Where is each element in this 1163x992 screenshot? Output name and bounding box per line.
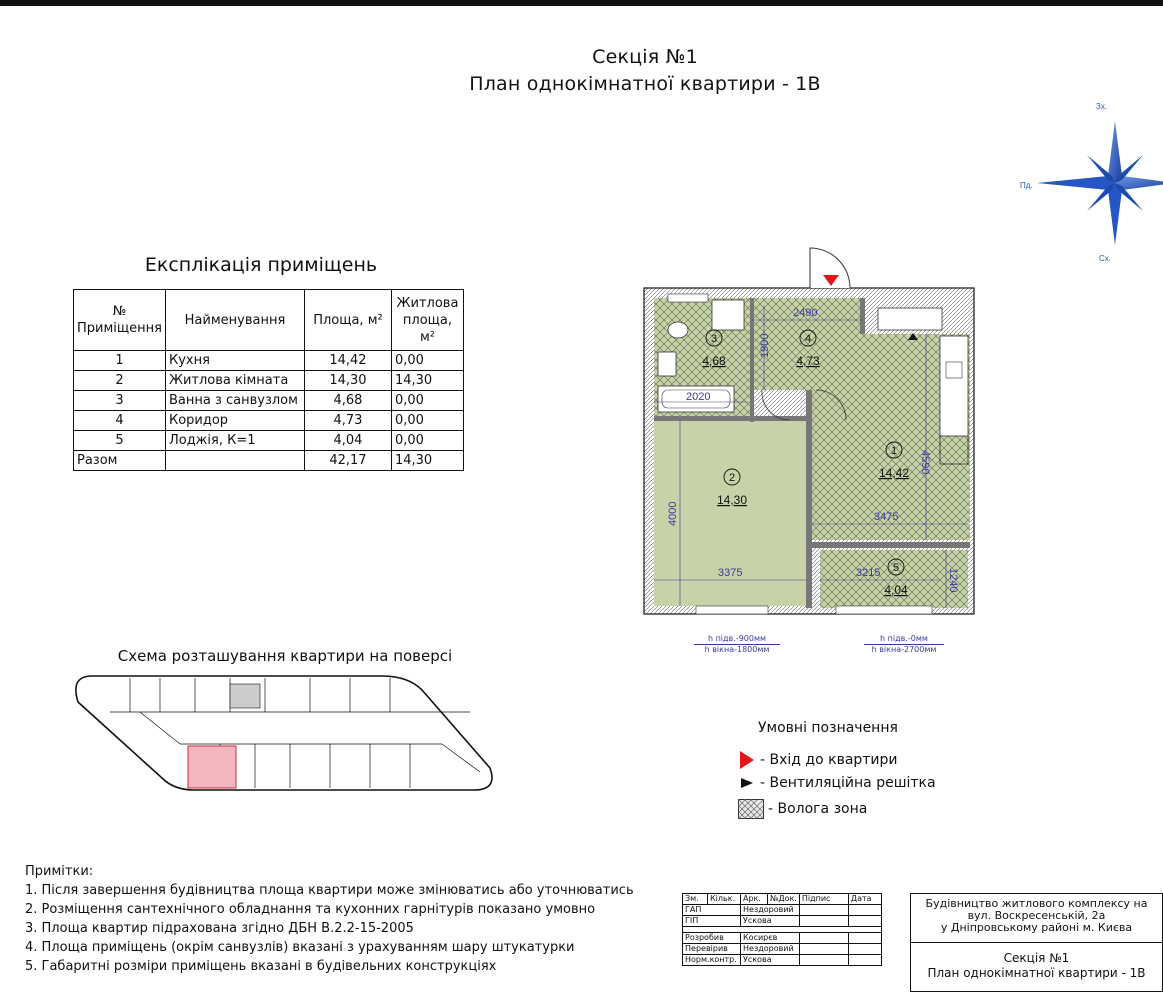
header-living: Житлова площа, м² — [391, 290, 463, 351]
wall — [860, 298, 865, 334]
right-window-height: h вікна-2700мм — [871, 645, 937, 654]
stamp-header: Кільк. — [708, 894, 741, 905]
stamp-person: Косирєв — [741, 933, 800, 944]
cell-name: Кухня — [165, 351, 304, 371]
left-window-height: h вікна-1800мм — [704, 645, 770, 654]
sheet-line: План однокімнатної квартири - 1В — [927, 966, 1146, 980]
cell-living: 14,30 — [391, 371, 463, 391]
floor-outline — [76, 676, 492, 790]
stamp-person: Ускова — [741, 955, 800, 966]
notes-title: Примітки: — [25, 864, 94, 879]
note-item: 4. Площа приміщень (окрім санвузлів) вказані з урахуванням шару штукатурки — [25, 940, 575, 955]
cell-living: 0,00 — [391, 411, 463, 431]
header-area: Площа, м² — [304, 290, 391, 351]
window — [668, 294, 708, 302]
room-3-area: 4,68 — [702, 354, 726, 368]
stamp-role: Норм.контр. — [683, 955, 741, 966]
header-num: № Приміщення — [74, 290, 166, 351]
compass-west-label: Пд. — [1020, 181, 1033, 190]
legend-vent — [738, 775, 936, 791]
stamp-person: Нездоровий — [741, 944, 800, 955]
cell-living: 0,00 — [391, 351, 463, 371]
cell-area: 14,42 — [304, 351, 391, 371]
total-living: 14,30 — [391, 451, 463, 471]
stamp-person: Ускова — [741, 916, 800, 927]
stove-icon — [940, 436, 968, 464]
cell-num: 4 — [74, 411, 166, 431]
dim-2020: 2020 — [686, 391, 711, 403]
table-row — [74, 431, 464, 451]
table-row — [74, 411, 464, 431]
sheet-line: Секція №1 — [1003, 951, 1070, 965]
title-block — [682, 893, 1163, 992]
note-item: 5. Габаритні розміри приміщень вказані в будівельних конструкціях — [25, 959, 497, 974]
dim-3375: 3375 — [718, 567, 743, 579]
cell-num: 5 — [74, 431, 166, 451]
title-line-1: Секція №1 — [592, 46, 698, 68]
right-sill-height: h підв.-0мм — [864, 634, 944, 645]
cell-living: 0,00 — [391, 431, 463, 451]
wall — [806, 390, 812, 608]
stamp-project-name — [910, 893, 1163, 943]
legend-vent-label: - Вентиляційна решітка — [760, 775, 936, 791]
left-sill-height: h підв.-900мм — [694, 634, 780, 645]
floor-location-scheme — [70, 672, 495, 794]
explication-title: Експлікація приміщень — [144, 254, 378, 276]
cell-name: Житлова кімната — [165, 371, 304, 391]
cell-area: 4,73 — [304, 411, 391, 431]
table-total-row — [74, 451, 464, 471]
total-area: 42,17 — [304, 451, 391, 471]
cell-num: 1 — [74, 351, 166, 371]
dim-2490: 2490 — [793, 307, 818, 319]
apartment-floor-plan — [640, 240, 980, 660]
note-item: 1. Після завершення будівництва площа квартири може змінюватись або уточнюватись — [25, 883, 634, 898]
compass-south-label: Сх. — [1099, 254, 1111, 263]
room-3-number: 3 — [710, 333, 718, 345]
stamp-role: Розробив — [683, 933, 741, 944]
stamp-person: Нездоровий — [741, 905, 800, 916]
cell-name: Коридор — [165, 411, 304, 431]
cell-area: 4,04 — [304, 431, 391, 451]
page-title — [0, 44, 1163, 98]
washer-icon — [712, 300, 744, 330]
dim-1900: 1900 — [759, 333, 771, 358]
total-label: Разом — [74, 451, 166, 471]
top-border — [0, 0, 1163, 6]
window — [836, 606, 932, 614]
dim-3475: 3475 — [874, 511, 899, 523]
wet-zone-icon — [738, 799, 764, 819]
stair-core — [230, 684, 260, 708]
legend-wet-label: - Волога зона — [768, 801, 868, 817]
cell-living: 0,00 — [391, 391, 463, 411]
legend-entry-label: - Вхід до квартири — [760, 752, 898, 768]
room-2-number: 2 — [728, 472, 736, 484]
compass-north-label: Зх. — [1096, 102, 1108, 111]
vent-grille-icon — [738, 776, 756, 790]
room-4-area: 4,73 — [796, 354, 820, 368]
project-line: Будівництво житлового комплексу на — [925, 897, 1148, 910]
legend-title: Умовні позначення — [758, 720, 898, 736]
project-line: вул. Воскресенській, 2а — [967, 909, 1106, 922]
note-item: 3. Площа квартир підрахована згідно ДБН В.2.2-15-2005 — [25, 921, 414, 936]
title-line-2: План однокімнатної квартири - 1В — [469, 73, 821, 95]
stamp-header: Підпис — [799, 894, 848, 905]
table-row — [74, 391, 464, 411]
room-1-area: 14,42 — [878, 466, 910, 480]
cell-area: 4,68 — [304, 391, 391, 411]
header-name: Найменування — [165, 290, 304, 351]
dim-4000: 4000 — [667, 501, 679, 526]
stamp-header: №Док. — [768, 894, 800, 905]
apartment-highlight — [188, 746, 236, 788]
notes — [25, 862, 634, 976]
dim-4590: 4590 — [919, 450, 931, 475]
stamp-sheet-title — [910, 943, 1163, 992]
legend-wet — [738, 799, 867, 819]
wall — [812, 542, 970, 548]
cell-num: 2 — [74, 371, 166, 391]
stamp-header: Арк. — [741, 894, 768, 905]
stamp-role: Перевірив — [683, 944, 741, 955]
stamp-role: ГАП — [683, 905, 741, 916]
scheme-title: Схема розташування квартири на поверсі — [117, 647, 453, 665]
cell-name: Ванна з санвузлом — [165, 391, 304, 411]
stamp-header: Зм. — [683, 894, 708, 905]
window-label-right — [864, 634, 944, 655]
table-row — [74, 351, 464, 371]
total-empty — [165, 451, 304, 471]
stamp-header: Дата — [848, 894, 881, 905]
project-line: у Дніпровському районі м. Києва — [940, 921, 1133, 934]
window — [696, 606, 768, 614]
wall — [654, 416, 806, 421]
explication-table — [73, 289, 464, 471]
window-label-left — [694, 634, 780, 655]
stamp-role: ГІП — [683, 916, 741, 927]
note-item: 2. Розміщення сантехнічного обладнання та кухонних гарнітурів показано умовно — [25, 902, 596, 917]
cell-name: Лоджія, К=1 — [165, 431, 304, 451]
kitchen-sink-icon — [946, 362, 962, 378]
dim-3215: 3215 — [856, 567, 881, 579]
room-5-area: 4,04 — [884, 583, 908, 597]
sink-icon — [658, 352, 676, 376]
entry-marker-icon — [738, 750, 756, 770]
room-5-number: 5 — [892, 562, 900, 574]
stamp-signature-table — [682, 893, 882, 966]
dim-1240: 1240 — [947, 568, 959, 593]
room-1-number: 1 — [890, 445, 898, 457]
wall — [750, 298, 754, 422]
cell-num: 3 — [74, 391, 166, 411]
compass-rose-icon — [1010, 95, 1163, 265]
legend-entry — [738, 750, 898, 770]
table-row — [74, 371, 464, 391]
room-2-area: 14,30 — [716, 493, 748, 507]
room-4-number: 4 — [804, 333, 812, 345]
cell-area: 14,30 — [304, 371, 391, 391]
toilet-icon — [668, 322, 688, 338]
radiator-icon — [878, 308, 942, 330]
